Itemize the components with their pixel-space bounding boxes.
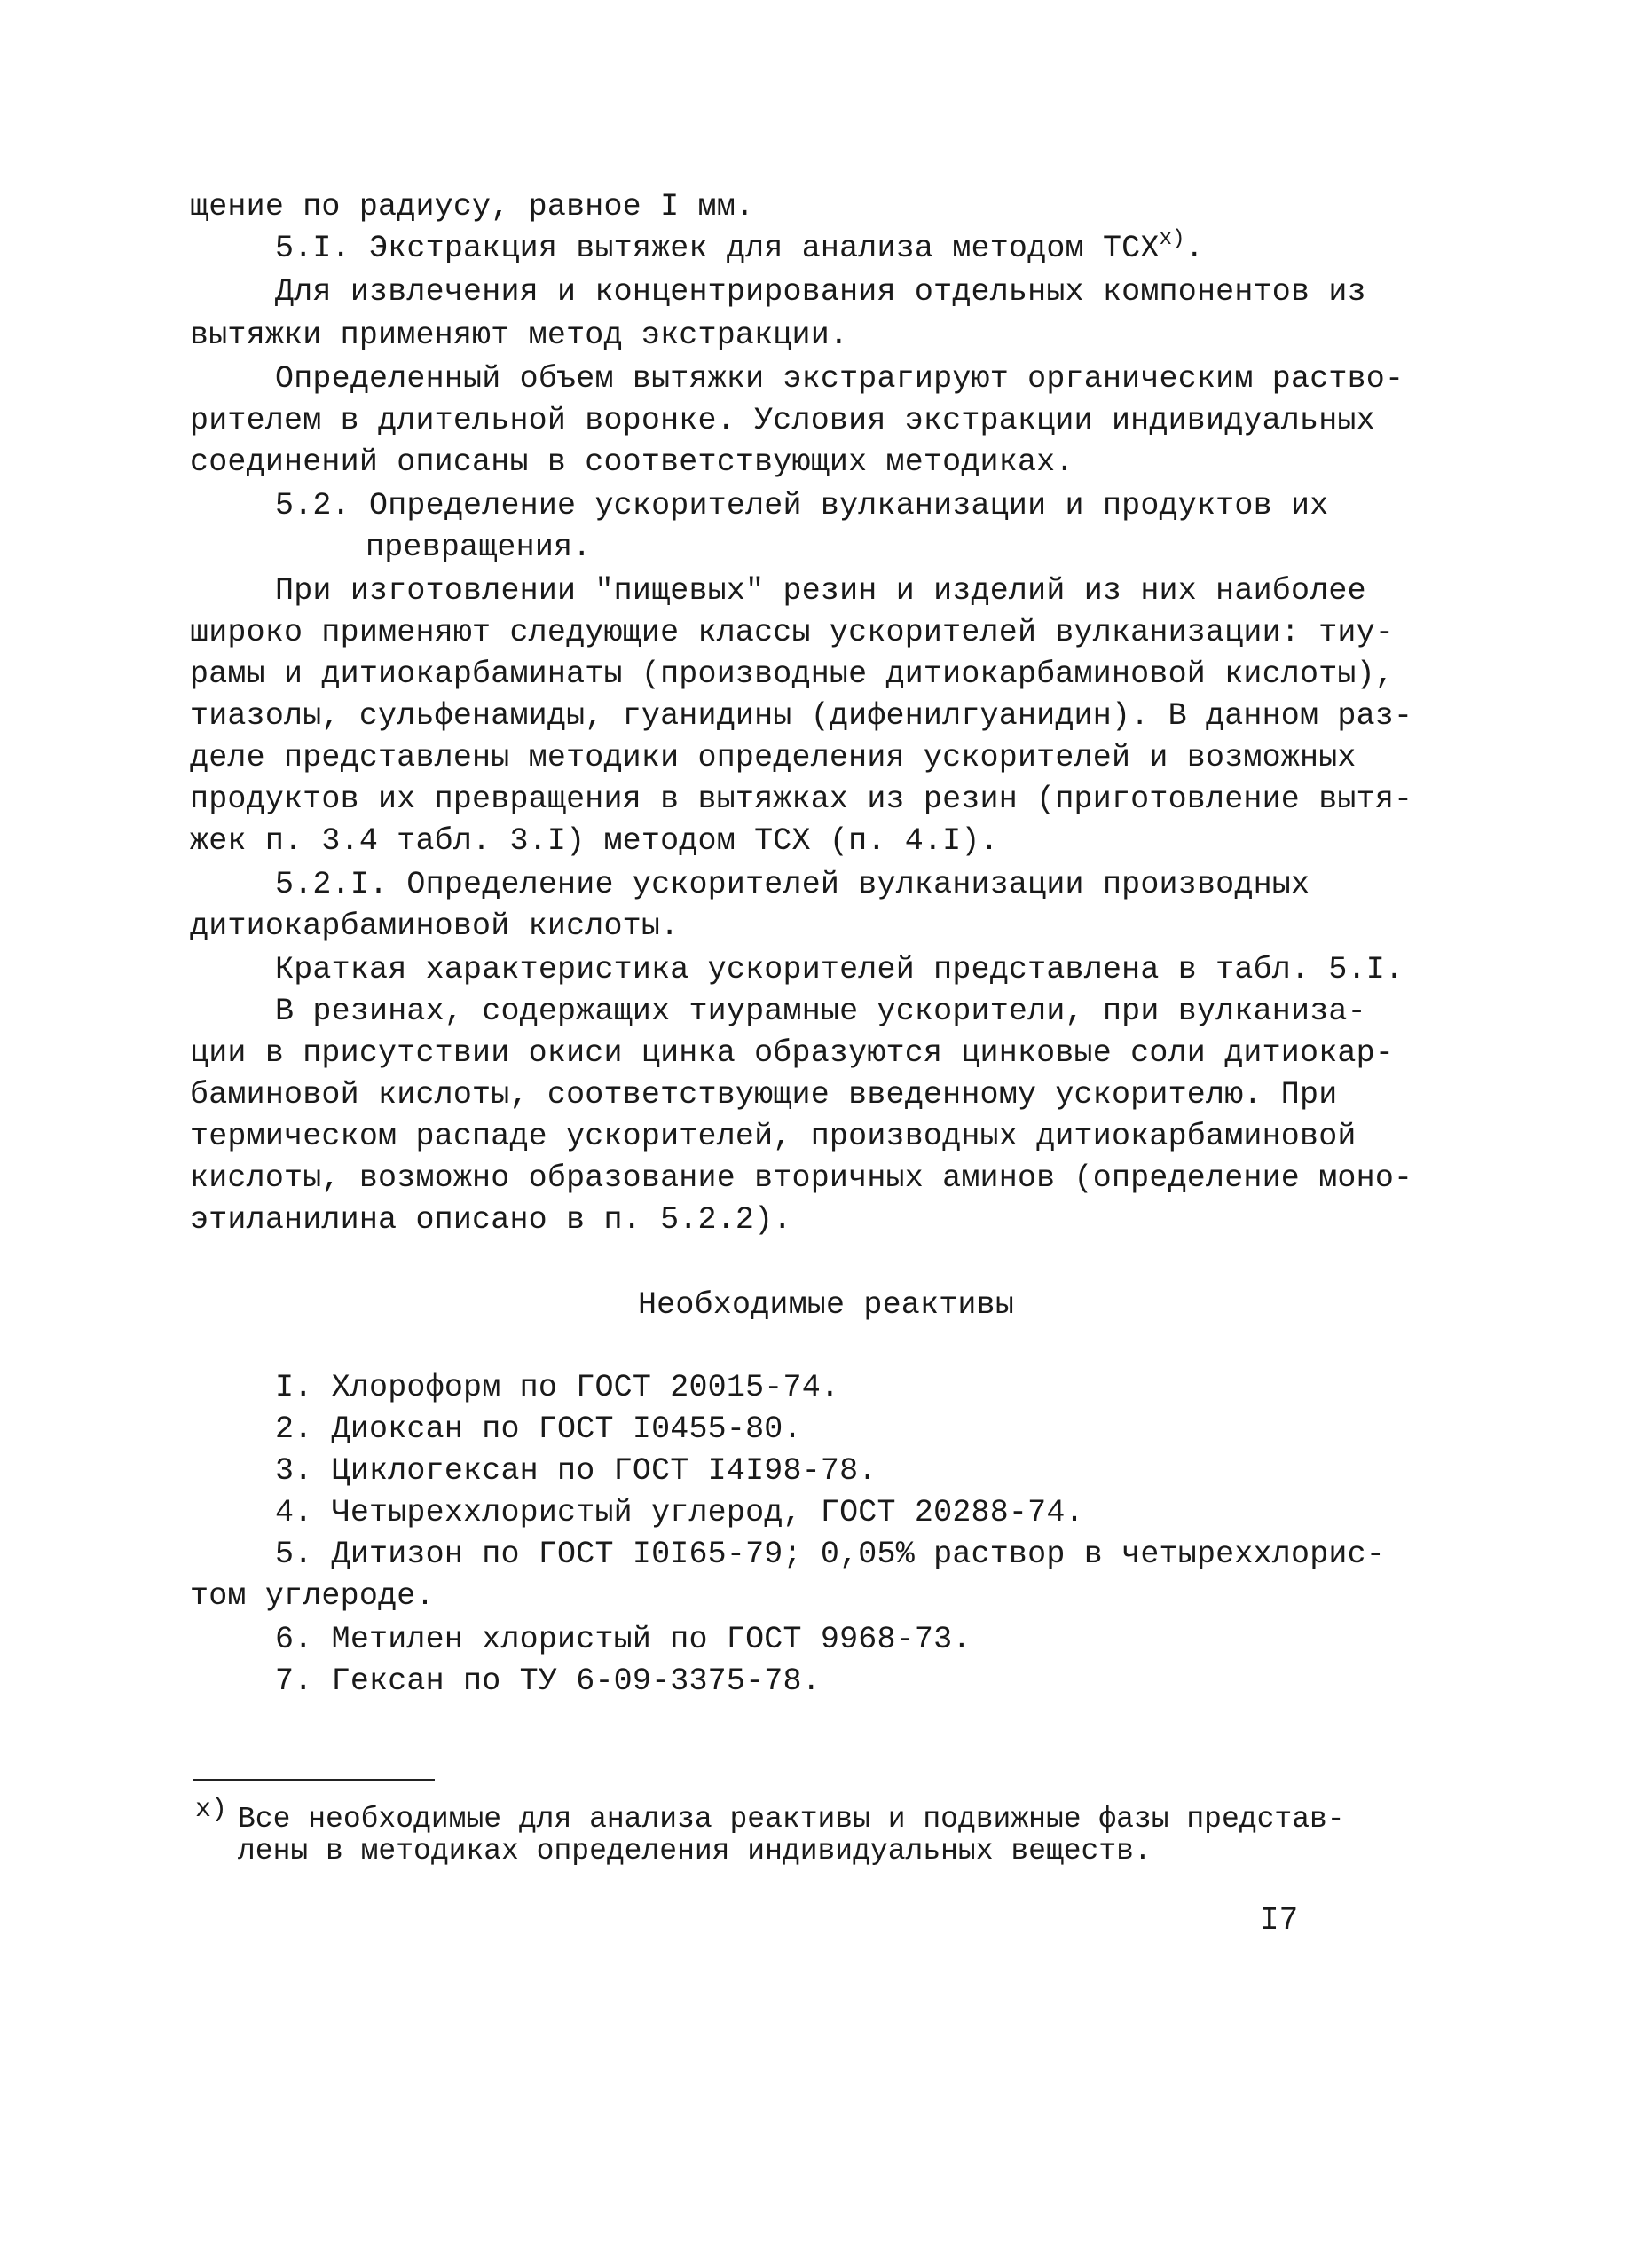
reagent-item: 6. Метилен хлористый по ГОСТ 9968-73. — [275, 1622, 972, 1657]
body-line: термическом распаде ускорителей, производных дитиокарбаминовой — [190, 1119, 1357, 1154]
reagent-item-cont: том углероде. — [190, 1578, 435, 1614]
reagents-heading: Необходимые реактивы — [637, 1287, 1015, 1323]
body-line: жек п. 3.4 табл. 3.I) методом ТСХ (п. 4.I). — [190, 823, 999, 859]
reagent-item: 4. Четыреххлористый углерод, ГОСТ 20288-74. — [275, 1495, 1084, 1530]
footnote-text: лены в методиках определения индивидуальных веществ. — [238, 1835, 1152, 1868]
body-line: Для извлечения и концентрирования отдельных компонентов из — [275, 274, 1366, 310]
body-line: тиазолы, сульфенамиды, гуанидины (дифенилгуанидин). В данном раз- — [190, 698, 1413, 734]
body-line: В резинах, содержащих тиурамные ускорители, при вулканиза- — [275, 994, 1366, 1029]
body-line: вытяжки применяют метод экстракции. — [190, 318, 849, 353]
reagent-item: 2. Диоксан по ГОСТ I0455-80. — [275, 1412, 802, 1447]
body-line: Определенный объем вытяжки экстрагируют органическим раство- — [275, 361, 1404, 397]
body-line: широко применяют следующие классы ускорителей вулканизации: тиу- — [190, 615, 1395, 650]
body-line: деле представлены методики определения ускорителей и возможных — [190, 740, 1357, 775]
footnote-divider — [193, 1779, 435, 1781]
reagent-item: I. Хлороформ по ГОСТ 20015-74. — [275, 1370, 840, 1405]
section-heading-5-2: 5.2. Определение ускорителей вулканизации и продуктов их — [275, 488, 1329, 523]
body-line: рителем в длительной воронке. Условия экстракции индивидуальных — [190, 403, 1375, 438]
footnote-ref: x) — [1159, 227, 1185, 251]
page-number: I7 — [1260, 1902, 1299, 1938]
body-line: продуктов их превращения в вытяжках из резин (приготовление вытя- — [190, 782, 1413, 817]
reagent-item: 3. Циклогексан по ГОСТ I4I98-78. — [275, 1453, 877, 1489]
body-line: ции в присутствии окиси цинка образуются цинковые соли дитиокар- — [190, 1035, 1395, 1071]
body-line: Краткая характеристика ускорителей представлена в табл. 5.I. — [275, 952, 1404, 987]
footnote-mark: x) — [195, 1795, 228, 1825]
body-line: кислоты, возможно образование вторичных аминов (определение моно- — [190, 1160, 1413, 1196]
reagent-item: 5. Дитизон по ГОСТ I0I65-79; 0,05% раствор в четыреххлорис- — [275, 1537, 1386, 1572]
body-line: соединений описаны в соответствующих методиках. — [190, 444, 1074, 480]
footnote-text: Все необходимые для анализа реактивы и подвижные фазы представ- — [238, 1803, 1345, 1836]
body-line: рамы и дитиокарбаминаты (производные дитиокарбаминовой кислоты), — [190, 657, 1395, 692]
body-line: При изготовлении "пищевых" резин и изделий из них наиболее — [275, 573, 1366, 609]
section-heading-5-1 — [275, 228, 1204, 269]
heading-end: . — [1184, 231, 1204, 266]
reagent-item: 7. Гексан по ТУ 6-09-3375-78. — [275, 1663, 821, 1699]
body-line: щение по радиусу, равное I мм. — [190, 189, 755, 224]
section-heading-5-2-1-cont: дитиокарбаминовой кислоты. — [190, 908, 680, 944]
body-line: этиланилина описано в п. 5.2.2). — [190, 1202, 792, 1238]
section-heading-5-2-1: 5.2.I. Определение ускорителей вулканизации производных — [275, 867, 1310, 902]
section-heading-5-2-cont: превращения. — [366, 530, 592, 565]
heading-text: 5.I. Экстракция вытяжек для анализа методом ТСХ — [275, 231, 1160, 266]
body-line: баминовой кислоты, соответствующие введенному ускорителю. При — [190, 1077, 1338, 1113]
